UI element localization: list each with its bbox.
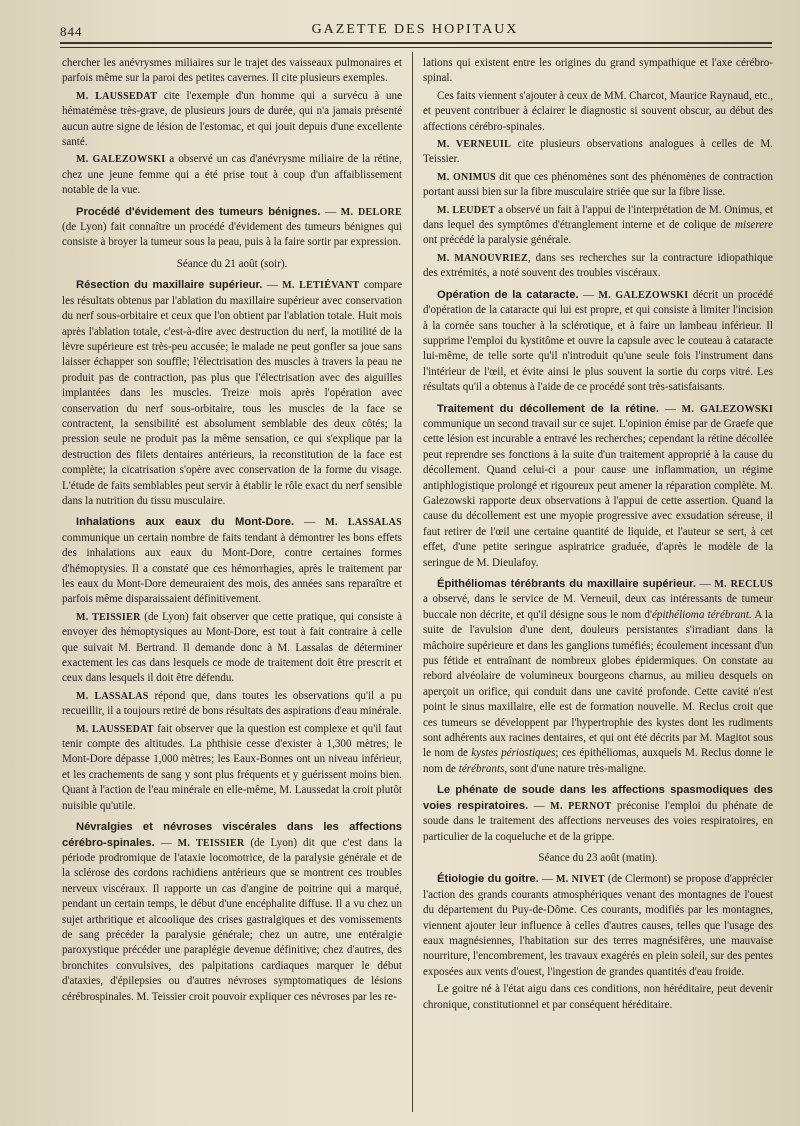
speaker-name: M. VERNEUIL (437, 139, 512, 151)
italic-term: térébrants (458, 762, 505, 775)
article-paragraph: Épithéliomas térébrants du maxillaire supérieur. — M. RECLUS a observé, dans le service de M. Verneuil, deux cas intéressants de tumeur buccale non décrite, et qu'il désigne sous le nom d'épithélioma térébrant. A la suite de l'avulsion d'une dent, douleurs persistantes s'irradiant dans la mâchoire supérieure et dans les ganglions tuméfiés; écoulement incessant d'un pus fétide et entraînant de nombreux globes épidermiques. On constate au rebord alvéolaire de volumineux bourgeons charnus, au milieu desquels on aperçoit un orifice, qui conduit dans une cavité profonde. Cette cavité n'est point le sinus maxillaire, elle est de formation nouvelle. M. Reclus croit que ces tumeurs se développent par l'hypertrophie des kystes dont les rudiments sont adhérents aux racines dentaires, et qui ont été décrits par M. Magitot sous le nom de kystes périostiques; ces épithéliomas, auxquels M. Reclus donne le nom de térébrants, sont d'une nature très-maligne. (423, 578, 774, 775)
paragraph (423, 982, 773, 1013)
article-paragraph: Opération de la cataracte. — M. GALEZOWSKI décrit un procédé d'opération de la cataracte qui lui est propre, et qui consiste à limiter l'incision à la cornée sans toucher à la sclérotique, et à faire un lambeau inférieur. Il supprime l'emploi du kystitôme et ouvre la capsule avec le couteau à cataracte lui-même, de telle sorte qu'il n'introduit qu'une seule fois l'instrument dans l'intérieur de l'œil, et évite ainsi le plus souvent la sortie du corps vitré. Les résultats qu'il a obtenus à l'aide de ce procédé sont très-satisfaisants. (423, 288, 774, 394)
paragraph-text: (de Clermont) se propose d'apprécier l'action des grands courants atmosphériques venant des montagnes de l'ouest du département du Puy-de-Dôme. Ces courants, modifiés par les montagnes, viennent ajouter leur influence à celles d'autres causes, telles que l'usage des eaux magnésiennes, l'habitation sur des terres magnésifères, une mauvaise nourriture, l'encombrement, les travaux exagérés en plein soleil, sur des pentes exposées aux vents d'ouest, l'ingestion de grandes quantités d'eau froide. (423, 873, 774, 978)
article-paragraph: Procédé d'évidement des tumeurs bénignes. — M. DELORE (de Lyon) fait connaître un procédé d'évidement des tumeurs bénignes qui consiste à broyer la tumeur sous la peau, puis à la faire sortir par expression. (62, 205, 403, 249)
paragraph-text: cite plusieurs observations analogues à celles de M. Teissier. (423, 138, 773, 166)
paragraph-text: a observé un cas d'anévrysme miliaire de la rétine, chez une jeune femme qui a été prise tout à coup d'un affaiblissement notable de la vue. (62, 153, 402, 197)
paragraph-text: cite l'exemple d'un homme qui a survécu à une hématémèse très-grave, de plusieurs jours de durée, qui n'a jamais présenté aucun autre signe de lésion de l'estomac, et qui jouit depuis d'une excellente santé. (62, 89, 402, 149)
paragraph-text: lations qui existent entre les origines du grand sympathique et l'axe cérébro-spinal. (423, 57, 773, 85)
paragraph-text: Séance du 23 août (matin). (538, 851, 658, 864)
paragraph (423, 170, 773, 201)
article-paragraph: Le phénate de soude dans les affections spasmodiques des voies respiratoires. — M. PERNOT préconise l'emploi du phénate de soude dans le traitement des affections nerveuses des voies respiratoires, en particulier de la coqueluche et de la grippe. (423, 784, 774, 843)
paragraph-text: communique un second travail sur ce sujet. L'opinion émise par de Graefe que cette lésion est incurable a entravé les recherches; cependant la rétine décollée peut reprendre ses fonctions à la suite d'un traitement approprié à la cause du décollement. Quand celui-ci a pour cause une inflammation, un régime antiphlogistique prolongé et rigoureux peut amener la réparation complète. M. Galezowski rapporte deux observations à l'appui de cette assertion. Quand la cause du décollement est une myopie progressive avec exsudation séreuse, il faut retirer de l'œil une certaine quantité de liquide, et l'auteur se sert, à cet effet, d'une petite seringue aspiratrice graduée, d'après le modèle de la seringue de M. Dieulafoy. (423, 417, 773, 569)
speaker-name: M. TEISSIER (76, 611, 141, 623)
italic-term: kystes périostiques (471, 747, 556, 760)
article-heading: Le phénate de soude dans les affections spasmodiques des voies respiratoires. (423, 784, 773, 812)
paragraph (423, 203, 773, 249)
italic-term: miserere (735, 219, 773, 232)
paragraph-text: préconise l'emploi du phénate de soude dans le traitement des affections nerveuses des voies respiratoires, en particulier de la coqueluche et de la grippe. (423, 799, 774, 843)
paragraph (423, 89, 773, 135)
paragraph (62, 89, 402, 151)
article-heading: Procédé d'évidement des tumeurs bénignes. (76, 205, 321, 218)
speaker-name: M. GALEZOWSKI (598, 289, 689, 301)
speaker-name: M. GALEZOWSKI (76, 154, 166, 166)
paragraph (423, 137, 773, 168)
header-rule-thick (60, 42, 772, 44)
paragraph-text: , dans ses recherches sur la contracture idiopathique des extrémités, a noté souvent des troubles viscéraux. (423, 251, 773, 280)
paragraph-continuation (423, 56, 773, 87)
speaker-name: M. ONIMUS (437, 171, 496, 183)
article-paragraph: Inhalations aux eaux du Mont-Dore. — M. LASSALAS communique un certain nombre de faits tendant à démontrer les bons effets des inhalations aux eaux du Mont-Dore, contre certaines formes d'hémoptysies. Il a constaté que ces hémorrhagies, après le traitement par les eaux du Mont-Dore demeuraient des mois, des années sans reparaître et parfois même disparaissaient définitivement. (62, 516, 403, 606)
article-heading: Traitement du décollement de la rétine. (437, 402, 660, 415)
paragraph-text: (de Lyon) fait connaître un procédé d'évidement des tumeurs bénignes qui consiste à broyer la tumeur sous la peau, puis à la faire sortir par expression. (62, 221, 402, 249)
speaker-name: M. TEISSIER (177, 837, 245, 849)
paragraph-continuation (62, 56, 402, 87)
session-heading (62, 257, 402, 272)
paragraph-text: Le goitre né à l'état aigu dans ces conditions, non héréditaire, peut devenir chronique, constitutionnel et par conséquent héréditaire. (423, 983, 773, 1011)
paragraph-text: ; ces épithéliomas, auxquels M. Reclus donne le nom de (423, 747, 773, 775)
paragraph-text: a observé, dans le service de M. Verneuil, deux cas intéressants de tumeur buccale non décrite, et qu'il désigne sous le nom d' (423, 593, 773, 621)
speaker-name: M. LASSALAS (76, 690, 149, 702)
page-header (60, 20, 770, 42)
article-heading: Inhalations aux eaux du Mont-Dore. (76, 516, 295, 529)
speaker-name: M. DELORE (340, 206, 403, 218)
paragraph-text: , sont d'une nature très-maligne. (504, 762, 647, 775)
paragraph-text: (de Lyon) dit que c'est dans la période prodromique de l'ataxie locomotrice, de la paralysie générale et de la sclérose des cordons rachidiens antérieurs que se montrent ces troubles nerveux viscéraux. Il rapporte un cas d'angine de poitrine qui a marqué, pendant un certain temps, le début d'une encéphalite diffuse. Il a vu chez un sujet arthritique et alcoolique des crises gastralgiques et des vomissements de sang précéder la paralysie générale; chez un autre, une entéralgie paroxystique précéder une paraplégie devenue définitive; chez d'autres, des bronchites convulsives, des palpitations cardiaques marquer le début d'ataxies, d'épilepsies ou d'autres névroses symptomatiques de lésions cérébrospinales. M. Teissier croit pouvoir expliquer ces névroses par les re- (62, 836, 402, 1003)
paragraph-text: communique un certain nombre de faits tendant à démontrer les bons effets des inhalations aux eaux du Mont-Dore, contre certaines formes d'hémoptysies. Il a constaté que ces hémorrhagies, après le traitement par les eaux du Mont-Dore demeuraient des mois, des années sans reparaître et parfois même disparaissaient définitivement. (62, 531, 402, 606)
article-heading: Névralgies et névroses viscérales dans les affections cérébro-spinales. (62, 821, 402, 849)
article-heading: Opération de la cataracte. (437, 288, 579, 301)
session-heading (423, 851, 773, 866)
column-divider (412, 52, 413, 1112)
page-number: 844 (60, 24, 83, 39)
paragraph (62, 152, 402, 198)
speaker-name: M. LAUSSEDAT (76, 90, 158, 102)
speaker-name: M. RECLUS (714, 579, 773, 590)
page-title: GAZETTE DES HOPITAUX (311, 22, 519, 37)
paragraph-text: Ces faits viennent s'ajouter à ceux de MM. Charcot, Maurice Raynaud, etc., et peuvent contribuer à éclairer le diagnostic si souvent obscur, au début des affections cérébro-spinales. (423, 89, 773, 133)
speaker-name: M. GALEZOWSKI (681, 403, 774, 415)
paragraph-text: fait observer que la question est complexe et qu'il faut tenir compte des altitudes. La phthisie cesse d'exister à 1,300 mètres; le Mont-Dore dépasse 1,000 mètres; les Eaux-Bonnes ont un niveau inférieur, et les crachements de sang y sont plus fréquents et y guérissent moins bien. Quant à l'action de l'eau minérale en elle-même, M. Laussedat la croit plutôt nuisible qu'utile. (62, 722, 402, 812)
speaker-name: M. LEUDET (437, 204, 496, 216)
header-rule-thin (60, 47, 772, 48)
paragraph (62, 610, 402, 687)
article-paragraph: Résection du maxillaire supérieur. — M. LETIÉVANT compare les résultats obtenus par l'ablation du maxillaire supérieur avec conservation du nerf sous-orbitaire et ceux que l'on obtient par l'ablation totale. Huit mois après l'ablation totale, c'est-à-dire avec destruction du nerf, la motilité de la lèvre supérieure est très-peu accusée; le malade ne peut gonfler sa joue sans laisser échapper son souffle; l'électrisation des muscles à travers la peau ne produit pas de contraction, pas plus que l'électrisation avec des aiguilles implantées dans les muscles. Treize mois après l'opération avec conservation du nerf sous-orbitaire, tous les muscles de la face se contractent, la sensibilité est absolument semblable des deux côtés; la pression seule ne produit pas la même sensation, ce qui s'explique par la destruction des filets dentaires antérieurs, la reconstitution de la face est complète; la cicatrisation s'opère avec conservation de la forme du visage. L'étude de faits semblables peut servir à établir le rôle exact du nerf sensible dans la nutrition du tissu musculaire. (62, 279, 403, 507)
left-column (62, 56, 402, 1007)
paragraph-text: compare les résultats obtenus par l'ablation du maxillaire supérieur avec conservation du nerf sous-orbitaire et ceux que l'on obtient par l'ablation totale. Huit mois après l'ablation totale, c'est-à-dire avec destruction du nerf, la motilité de la lèvre supérieure est très-peu accusée; le malade ne peut gonfler sa joue sans laisser échapper son souffle; l'électrisation des muscles à travers la peau ne produit pas de contraction, pas plus que l'électrisation avec des aiguilles implantées dans les muscles. Treize mois après l'opération avec conservation du nerf sous-orbitaire, tous les muscles de la face se contractent, la sensibilité est absolument semblable des deux côtés; la pression seule ne produit pas la même sensation, ce qui s'explique par la destruction des filets dentaires antérieurs, la reconstitution de la face est complète; la cicatrisation s'opère avec conservation de la forme du visage. L'étude de faits semblables peut servir à établir le rôle exact du nerf sensible dans la nutrition du tissu musculaire. (62, 279, 403, 507)
speaker-name: M. LETIÉVANT (282, 280, 360, 292)
article-heading: Résection du maxillaire supérieur. (76, 279, 263, 292)
speaker-name: M. LASSALAS (325, 517, 403, 529)
paragraph-text: dit que ces phénomènes sont des phénomènes de contraction portant aussi bien sur la fibre musculaire striée que sur la fibre lisse. (423, 170, 773, 199)
paragraph (62, 689, 402, 720)
article-heading: Étiologie du goitre. (437, 873, 539, 886)
speaker-name: M. LAUSSEDAT (76, 723, 154, 735)
speaker-name: M. MANOUVRIEZ (437, 252, 528, 264)
article-paragraph: Étiologie du goitre. — M. NIVET (de Clermont) se propose d'apprécier l'action des grands courants atmosphériques venant des montagnes de l'ouest du département du Puy-de-Dôme. Ces courants, modifiés par les montagnes, viennent ajouter leur influence à celles d'autres causes, telles que l'usage des eaux magnésiennes, l'habitation sur des terres magnésifères, une mauvaise nourriture, l'encombrement, les travaux exagérés en plein soleil, sur des pentes exposées aux vents d'ouest, l'ingestion de grandes quantités d'eau froide. (423, 873, 774, 978)
paragraph-text: chercher les anévrysmes miliaires sur le trajet des vaisseaux pulmonaires et parfois même sur la paroi des petites cavernes. Il cite plusieurs exemples. (62, 57, 402, 85)
right-column (423, 56, 773, 1015)
article-paragraph: Névralgies et névroses viscérales dans les affections cérébro-spinales. — M. TEISSIER (de Lyon) dit que c'est dans la période prodromique de l'ataxie locomotrice, de la paralysie générale et de la sclérose des cordons rachidiens antérieurs que se montrent ces troubles nerveux viscéraux. Il rapporte un cas d'angine de poitrine qui a marqué, pendant un certain temps, le début d'une encéphalite diffuse. Il a vu chez un sujet arthritique et alcoolique des crises gastralgiques et des vomissements de sang précéder la paralysie générale; chez un autre, une entéralgie paroxystique précéder une paraplégie devenue définitive; chez d'autres, des bronchites convulsives, des palpitations cardiaques marquer le début d'ataxies, d'épilepsies ou d'autres névroses symptomatiques de lésions cérébrospinales. M. Teissier croit pouvoir expliquer ces névroses par les re- (62, 821, 402, 1003)
paragraph-text: répond que, dans toutes les observations qu'il a pu recueillir, il a toujours retiré de bons résultats des aspirations d'eau minérale. (62, 689, 402, 718)
paragraph (62, 722, 402, 814)
speaker-name: M. NIVET (556, 874, 605, 886)
paragraph-text: (de Lyon) fait observer que cette pratique, qui consiste à envoyer des hémoptysiques au Mont-Dore, est tout à fait contraire à celle que suivait M. Bertrand. Il demande donc à M. Lassalas de déterminer exactement les cas dans lesquels ce mode de traitement doit être prescrit et ceux dans lesquels il doit être défendu. (62, 610, 402, 685)
paragraph-text: décrit un procédé d'opération de la cataracte qui lui est propre, et qui consiste à limiter l'incision à la cornée sans toucher à la sclérotique, et à faire un lambeau inférieur. Il supprime l'emploi du kystitôme et ouvre la capsule avec le couteau à cataracte lui-même, de telle sorte qu'il n'introduit qu'une seule fois l'instrument dans l'intérieur de l'œil, et évite ainsi le plus souvent la sortie du corps vitré. Les résultats qu'il a obtenus à l'aide de ce procédé sont très-satisfaisants. (423, 288, 774, 394)
article-heading: Épithéliomas térébrants du maxillaire supérieur. (437, 578, 697, 590)
paragraph-text: ont précédé la paralysie générale. (423, 234, 572, 247)
paragraph (423, 251, 773, 282)
speaker-name: M. PERNOT (550, 800, 612, 812)
article-paragraph: Traitement du décollement de la rétine. — M. GALEZOWSKI communique un second travail sur ce sujet. L'opinion émise par de Graefe que cette lésion est incurable a entravé les recherches; cependant la rétine décollée peut reprendre ses fonctions à la suite d'un traitement approprié à la cause du décollement. Quand celui-ci a pour cause une inflammation, un régime antiphlogistique prolongé et rigoureux peut amener la réparation complète. M. Galezowski rapporte deux observations à l'appui de cette assertion. Quand la cause du décollement est une myopie progressive avec exsudation séreuse, il faut retirer de l'œil une certaine quantité de liquide, et l'auteur se sert, à cet effet, d'une petite seringue aspiratrice graduée, d'après le modèle de la seringue de M. Dieulafoy. (423, 402, 774, 569)
paragraph-text: . A la suite de l'avulsion d'une dent, douleurs persistantes s'irradiant dans la mâchoire supérieure et dans les ganglions tuméfiés; écoulement incessant d'un pus fétide et entraînant de nombreux globes épidermiques. On constate au rebord alvéolaire de volumineux bourgeons charnus, au milieu desquels on aperçoit un orifice, qui conduit dans une cavité profonde. Cette cavité n'est point le sinus maxillaire, elle est de formation nouvelle. M. Reclus croit que ces tumeurs se développent par l'hypertrophie des kystes dont les rudiments sont adhérents aux racines dentaires, et qui ont été décrits par M. Magitot sous le nom de (423, 608, 774, 760)
paragraph-text: Séance du 21 août (soir). (176, 257, 288, 270)
paragraph-text: a observé un fait à l'appui de l'interprétation de M. Onimus, et dans lequel des symptômes d'étranglement interne et de colique de (423, 203, 773, 232)
italic-term: épithélioma térébrant (651, 608, 749, 621)
